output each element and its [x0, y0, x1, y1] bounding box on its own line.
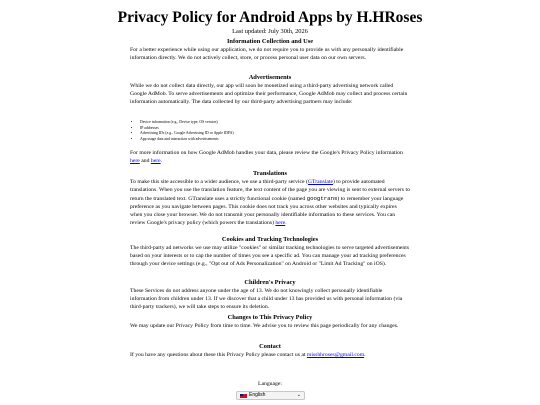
children-heading: Children's Privacy: [244, 279, 296, 286]
cookie-name: googtrans: [306, 194, 338, 202]
language-label: Language:: [257, 381, 282, 387]
ads-more-end: .: [160, 157, 163, 164]
ads-more-paragraph: [130, 150, 410, 166]
cookies-heading: Cookies and Tracking Technologies: [221, 236, 319, 243]
chevron-down-icon: ⌄: [296, 392, 301, 398]
list-item: • App usage data and interaction with advertisements: [140, 137, 410, 143]
contact-end: .: [364, 352, 366, 358]
gtranslate-link[interactable]: GTranslate: [307, 179, 333, 185]
children-paragraph: These Services do not address anyone under the age of 13. We do not knowingly collect personally identifiable information from children under 13. If we discover that a child under 13 has provided us with personal information (via third-party trackers), we will take steps to ensure its deletion.: [130, 288, 403, 310]
translations-text: To make this site accessible to a wider audience, we use a third-party service (: [130, 179, 308, 185]
contact-email-link[interactable]: misshhroses@gmail.com: [306, 352, 365, 358]
google-privacy-link[interactable]: here: [275, 219, 286, 226]
translations-text: .: [285, 219, 287, 226]
info-heading: Information Collection and Use: [226, 38, 314, 45]
translations-heading: Translations: [253, 170, 287, 177]
contact-heading: Contact: [259, 343, 281, 350]
ads-more-and: and: [139, 157, 151, 164]
admob-policy-link-2[interactable]: here: [150, 157, 161, 164]
ads-paragraph: While we do not collect data directly, our app will soon be monetized using a third-party advertising network called Google AdMob. To serve advertisements and optimize their performance, Google AdMob may collect and process certain information automatically. The data collected by our third-party advertising partners may include:: [130, 83, 408, 105]
changes-heading: Changes to This Privacy Policy: [227, 314, 313, 321]
ads-more-text: For more information on how Google AdMob handles your data, please review the Google's Privacy Policy information: [130, 150, 403, 156]
ads-heading: Advertisements: [248, 74, 292, 81]
ads-data-list: [130, 120, 410, 142]
page-title: Privacy Policy for Android Apps by H.HRoses: [117, 9, 423, 26]
list-item: • Advertising IDs (e.g., Google Advertising ID or Apple IDFA): [140, 131, 410, 137]
cookies-paragraph: The third-party ad networks we use may utilize "cookies" or similar tracking technologies to serve targeted advertisements based on your interests or to cap the number of times you see a specific ad. You can manage your ad tracking preferences through your device settings (e.g., "Opt out of Ads Personalization" on Android or "Limit Ad Tracking" on iOS).: [130, 245, 410, 267]
changes-paragraph: We may update our Privacy Policy from time to time. We advise you to review this page periodically for any changes.: [130, 323, 399, 329]
contact-paragraph: [130, 352, 410, 360]
list-item: • IP addresses: [140, 126, 410, 132]
admob-policy-link-1[interactable]: here: [130, 157, 140, 164]
language-selected-value: English: [249, 392, 266, 398]
translations-text: ) to provide automated translations. When you use the translation feature, the text content of the page you are viewing is sent to external servers to return the translated text. GTranslate uses a strictly functional cookie (named: [130, 179, 410, 202]
translations-text: ) to remember your language preference as you navigate between pages. This cookie does not track you across other websites and typically expires when you close your browser. We do not transmit your personally identifiable information to these services. You can review Google's privacy policy (which powers the translations): [130, 195, 404, 226]
language-select[interactable]: [236, 391, 305, 400]
last-updated: Last updated: July 30th, 2026: [232, 28, 308, 35]
list-item: • Device information (e.g., Device type, OS version): [140, 120, 410, 126]
info-paragraph: For a better experience while using our application, we do not require you to provide us with any personally identifiable information directly. We do not actively collect, store, or process personal user data on our own servers.: [130, 47, 404, 61]
uk-flag-icon: [240, 394, 247, 399]
translations-paragraph: [130, 179, 410, 227]
contact-text: If you have any questions about these this Privacy Policy please contact us at: [130, 352, 307, 358]
